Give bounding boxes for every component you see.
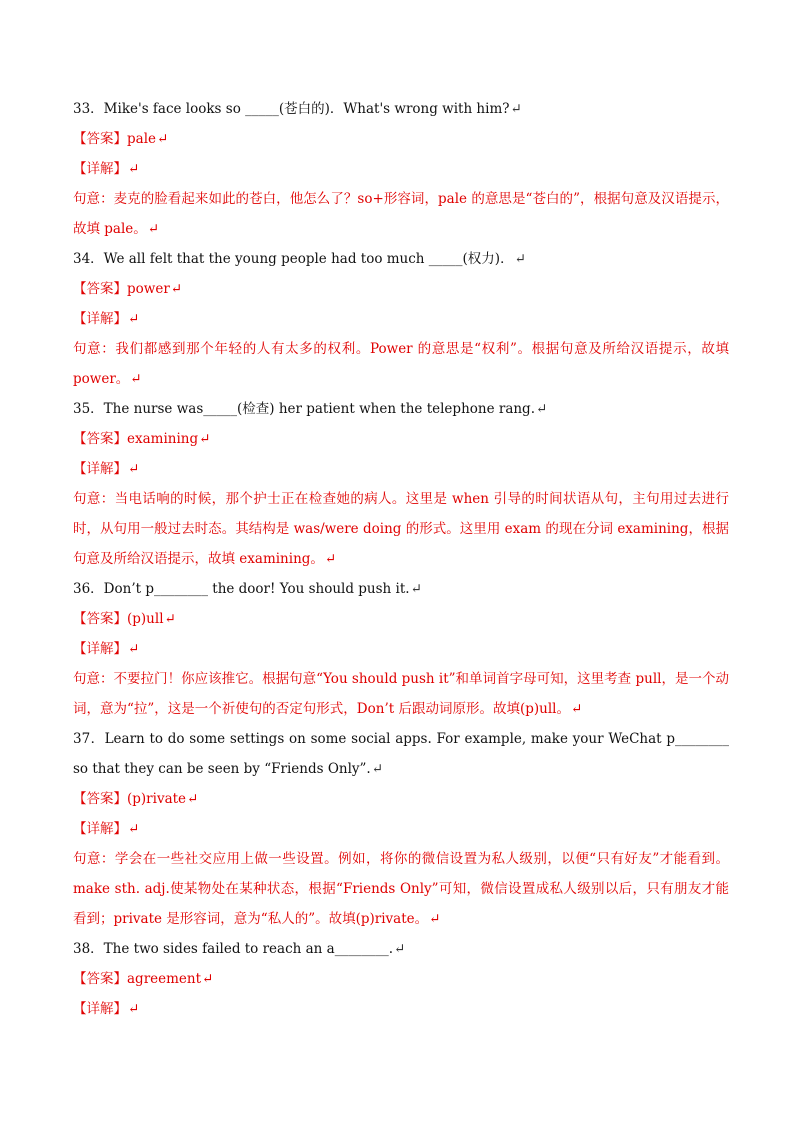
- explanation-37: 句意：学会在一些社交应用上做一些设置。例如，将你的微信设置为私人级别，以便“只有好友”才能看到。make sth. adj.使某物处在某种状态，根据“Friends Only”可知，微信设置成私人级别以后，只有朋友才能看到；private 是形容词，意为“私人的”。故填(p)rivate。↵: [73, 851, 729, 927]
- detail-label-34: 【详解】↵: [73, 311, 140, 327]
- question-33: 33．Mike's face looks so _____(苍白的)．What's wrong with him?↵: [73, 101, 522, 117]
- explanation-33: 句意：麦克的脸看起来如此的苍白，他怎么了？so+形容词，pale 的意思是“苍白的”，根据句意及汉语提示，故填 pale。↵: [73, 191, 729, 237]
- answer-35: 【答案】examining↵: [73, 431, 211, 447]
- question-37: 37．Learn to do some settings on some social apps. For example, make your WeChat p________ so that they can be seen by “Friends Only”.↵: [73, 731, 729, 777]
- detail-label-38: 【详解】↵: [73, 1001, 140, 1017]
- question-34: 34．We all felt that the young people had too much _____(权力)．↵: [73, 251, 526, 267]
- detail-label-37: 【详解】↵: [73, 821, 140, 837]
- question-35: 35．The nurse was_____(检查) her patient when the telephone rang.↵: [73, 401, 548, 417]
- detail-label-36: 【详解】↵: [73, 641, 140, 657]
- question-36: 36．Don’t p________ the door! You should push it.↵: [73, 581, 422, 597]
- answer-36: 【答案】(p)ull↵: [73, 611, 176, 627]
- explanation-34: 句意：我们都感到那个年轻的人有太多的权利。Power 的意思是“权利”。根据句意及所给汉语提示，故填 power。↵: [73, 341, 729, 387]
- question-38: 38．The two sides failed to reach an a________.↵: [73, 941, 406, 957]
- detail-label-33: 【详解】↵: [73, 161, 140, 177]
- document-page: [73, 94, 729, 1024]
- explanation-35: 句意：当电话响的时候，那个护士正在检查她的病人。这里是 when 引导的时间状语从句，主句用过去进行时，从句用一般过去时态。其结构是 was/were doing 的形式。这里用 exam 的现在分词 examining，根据句意及所给汉语提示，故填 examining。↵: [73, 491, 729, 567]
- answer-38: 【答案】agreement↵: [73, 971, 214, 987]
- explanation-36: 句意：不要拉门！你应该推它。根据句意“You should push it”和单词首字母可知，这里考查 pull，是一个动词，意为“拉”，这是一个祈使句的否定句形式，Don’t 后跟动词原形。故填(p)ull。↵: [73, 671, 729, 717]
- detail-label-35: 【详解】↵: [73, 461, 140, 477]
- answer-33: 【答案】pale↵: [73, 131, 169, 147]
- answer-37: 【答案】(p)rivate↵: [73, 791, 199, 807]
- answer-34: 【答案】power↵: [73, 281, 183, 297]
